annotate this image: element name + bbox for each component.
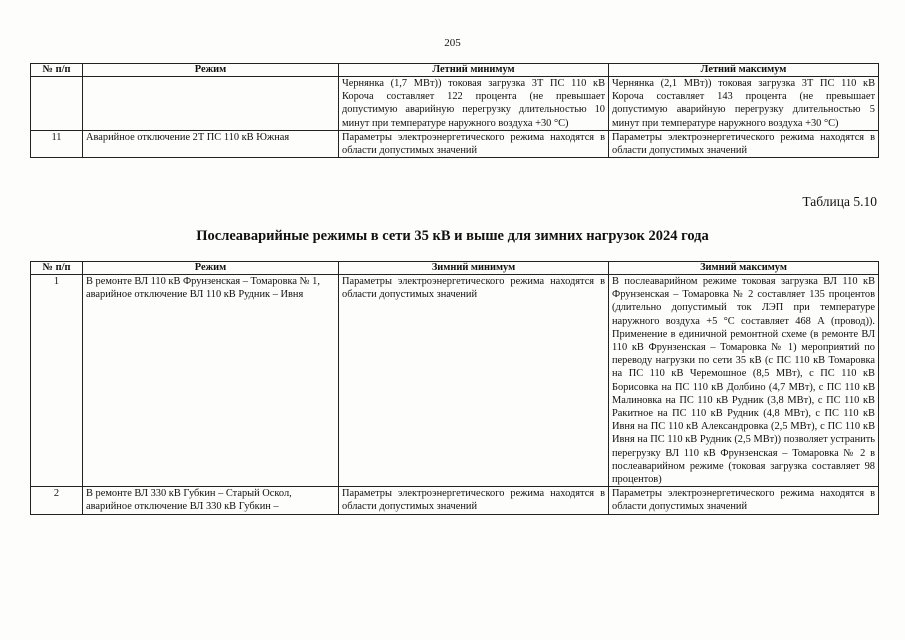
table-row [31, 130, 879, 157]
row-mode [83, 77, 339, 131]
row-summer-min: Параметры электроэнергетического режима находятся в области допустимых значений [339, 130, 609, 157]
row-summer-min: Чернянка (1,7 МВт)) токовая загрузка 3Т ПС 110 кВ Короча составляет 122 процента (не превышает допустимую аварийную перегрузку длительностью 10 минут при температуре наружного воздуха +30 °С) [339, 77, 609, 131]
table-caption: Таблица 5.10 [802, 194, 877, 209]
table-row [31, 77, 879, 131]
row-number [31, 77, 83, 131]
header-mode: Режим [83, 64, 339, 77]
page-number: 205 [444, 37, 461, 49]
header-summer-max: Летний максимум [609, 64, 879, 77]
header-winter-min: Зимний минимум [339, 262, 609, 275]
header-number: № п/п [31, 262, 83, 275]
header-winter-max: Зимний максимум [609, 262, 879, 275]
row-summer-max: Чернянка (2,1 МВт)) токовая загрузка 3Т ПС 110 кВ Короча составляет 143 процента (не превышает допустимую аварийную перегрузку длительностью 5 минут при температуре наружного воздуха +30 °С) [609, 77, 879, 131]
row-number: 1 [31, 275, 83, 487]
row-winter-max: В послеаварийном режиме токовая загрузка ВЛ 110 кВ Фрунзенская – Томаровка № 2 составляет 135 процентов (длительно допустимый ток ЛЭП при температуре наружного воздуха +5 °С составляет 468 А (провод)). Применение в единичной ремонтной схеме (в ремонте ВЛ 110 кВ Фрунзенская – Томаровка № 1) мероприятий по переводу нагрузки по сети 35 кВ (с ПС 110 кВ Томаровка на ПС 110 кВ Черемошное (8,5 МВт), с ПС 110 кВ Борисовка на ПС 110 кВ Долбино (4,7 МВт), с ПС 110 кВ Малиновка на ПС 110 кВ Рудник (3,8 МВт), с ПС 110 кВ Ракитное на ПС 110 кВ Рудник (4,8 МВт), с ПС 110 кВ Ивня на ПС 110 кВ Александровка (2,5 МВт), с ПС 110 кВ Ивня на ПС 110 кВ Рудник (2,5 МВт)) позволяет устранить перегрузку ВЛ 110 кВ Фрунзенская – Томаровка № 2 в послеаварийном режиме (токовая загрузка составляет 98 процентов) [609, 275, 879, 487]
row-winter-min: Параметры электроэнергетического режима находятся в области допустимых значений [339, 487, 609, 514]
table-summer-regimes [30, 63, 879, 158]
table-row [31, 487, 879, 514]
row-winter-max: Параметры электроэнергетического режима находятся в области допустимых значений [609, 487, 879, 514]
row-summer-max: Параметры электроэнергетического режима находятся в области допустимых значений [609, 130, 879, 157]
row-number: 2 [31, 487, 83, 514]
table-row [31, 275, 879, 487]
row-mode: Аварийное отключение 2Т ПС 110 кВ Южная [83, 130, 339, 157]
row-mode: В ремонте ВЛ 330 кВ Губкин – Старый Оскол, аварийное отключение ВЛ 330 кВ Губкин – [83, 487, 339, 514]
row-mode: В ремонте ВЛ 110 кВ Фрунзенская – Томаровка № 1, аварийное отключение ВЛ 110 кВ Рудник – Ивня [83, 275, 339, 487]
header-mode: Режим [83, 262, 339, 275]
table-winter-regimes [30, 261, 879, 515]
table-header-row [31, 64, 879, 77]
table-title: Послеаварийные режимы в сети 35 кВ и выше для зимних нагрузок 2024 года [196, 228, 709, 244]
row-number: 11 [31, 130, 83, 157]
header-summer-min: Летний минимум [339, 64, 609, 77]
row-winter-min: Параметры электроэнергетического режима находятся в области допустимых значений [339, 275, 609, 487]
table-header-row [31, 262, 879, 275]
header-number: № п/п [31, 64, 83, 77]
